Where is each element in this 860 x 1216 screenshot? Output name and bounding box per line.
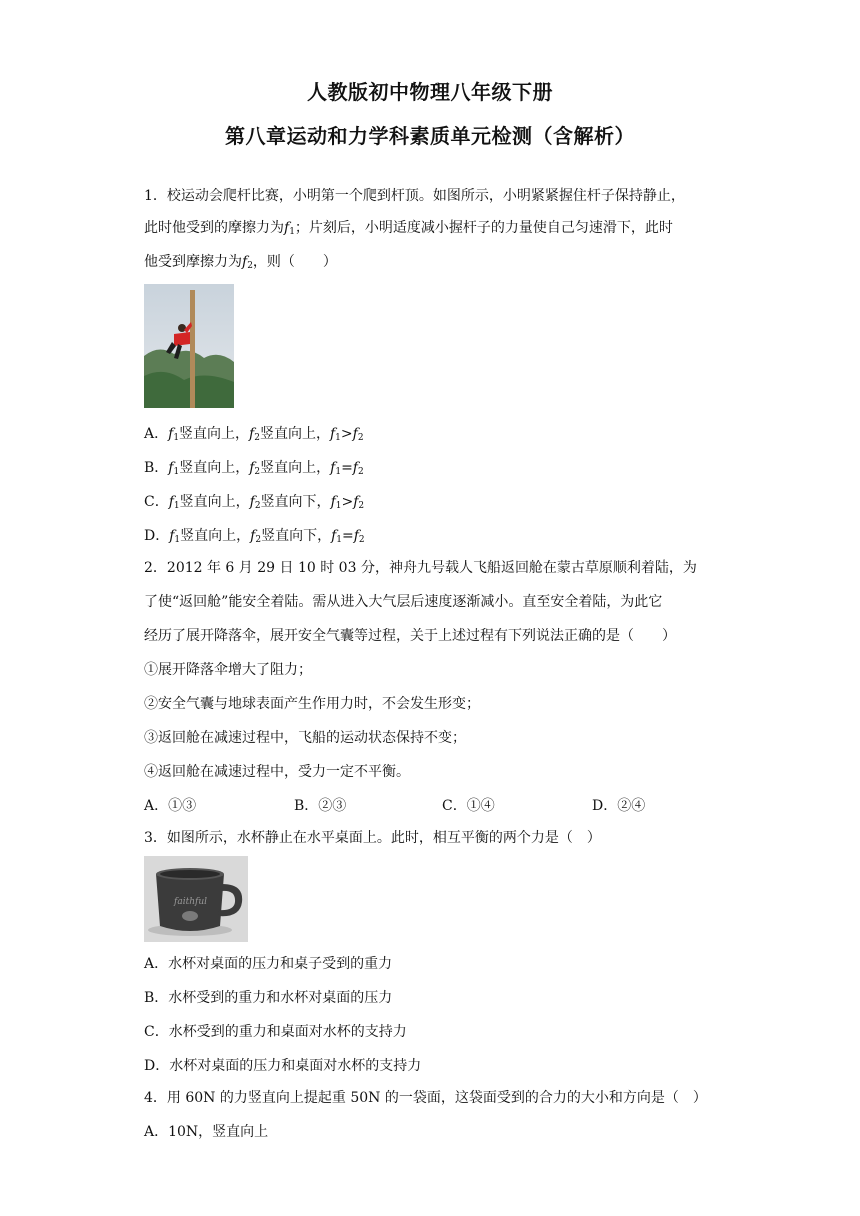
q1-stem-line-3: 他受到摩擦力为$f_2$，则（ ） xyxy=(144,254,337,271)
document-subtitle: 第八章运动和力学科素质单元检测（含解析） xyxy=(225,124,635,148)
mug-print-text: faithful xyxy=(174,897,207,907)
q1-option-b[interactable]: B．$f_1$竖直向上，$f_2$竖直向上，$f_1=f_2$ xyxy=(144,460,364,477)
q2-statement-2: ②安全气囊与地球表面产生作用力时，不会发生形变； xyxy=(144,696,480,712)
q2-option-d[interactable]: D．②④ xyxy=(592,798,646,814)
q2-statement-1: ①展开降落伞增大了阻力； xyxy=(144,662,312,678)
q2-statement-4: ④返回舱在减速过程中，受力一定不平衡。 xyxy=(144,764,410,780)
q2-stem-line-3: 经历了展开降落伞，展开安全气囊等过程，关于上述过程有下列说法正确的是（ ） xyxy=(144,628,676,644)
q1-option-d[interactable]: D．$f_1$竖直向上，$f_2$竖直向下，$f_1=f_2$ xyxy=(144,528,365,545)
q2-statement-3: ③返回舱在减速过程中，飞船的运动状态保持不变； xyxy=(144,730,466,746)
q3-option-b[interactable]: B．水杯受到的重力和水杯对桌面的压力 xyxy=(144,990,393,1006)
q3-option-c[interactable]: C．水杯受到的重力和桌面对水杯的支持力 xyxy=(144,1024,407,1040)
q4-option-a[interactable]: A．10N，竖直向上 xyxy=(144,1124,269,1140)
q1-stem-line-2: 此时他受到的摩擦力为$f_1$；片刻后，小明适度减小握杆子的力量使自己匀速滑下，此时 xyxy=(144,220,673,237)
pole-climbing-photo xyxy=(144,284,234,408)
mug-photo xyxy=(144,856,248,942)
q2-stem-line-2: 了使“返回舱”能安全着陆。需从进入大气层后速度逐渐减小。直至安全着陆，为此它 xyxy=(144,594,663,610)
q1-option-c[interactable]: C．$f_1$竖直向上，$f_2$竖直向下，$f_1>f_2$ xyxy=(144,494,365,511)
q1-stem-line-1: 1．校运动会爬杆比赛，小明第一个爬到杆顶。如图所示，小明紧紧握住杆子保持静止， xyxy=(144,188,685,204)
q2-option-b[interactable]: B．②③ xyxy=(294,798,347,814)
q3-option-d[interactable]: D．水杯对桌面的压力和桌面对水杯的支持力 xyxy=(144,1058,422,1074)
document-title: 人教版初中物理八年级下册 xyxy=(307,80,553,104)
q4-stem: 4．用 60N 的力竖直向上提起重 50N 的一袋面，这袋面受到的合力的大小和方向是（ ） xyxy=(144,1090,707,1106)
q1-option-a[interactable]: A．$f_1$竖直向上，$f_2$竖直向上，$f_1>f_2$ xyxy=(144,426,364,443)
q2-stem-line-1: 2．2012 年 6 月 29 日 10 时 03 分，神舟九号载人飞船返回舱在蒙古草原顺利着陆，为 xyxy=(144,560,697,576)
q2-option-a[interactable]: A．①③ xyxy=(144,798,197,814)
q3-option-a[interactable]: A．水杯对桌面的压力和桌子受到的重力 xyxy=(144,956,393,972)
q3-stem: 3．如图所示，水杯静止在水平桌面上。此时，相互平衡的两个力是（ ） xyxy=(144,830,601,846)
q2-option-c[interactable]: C．①④ xyxy=(442,798,495,814)
